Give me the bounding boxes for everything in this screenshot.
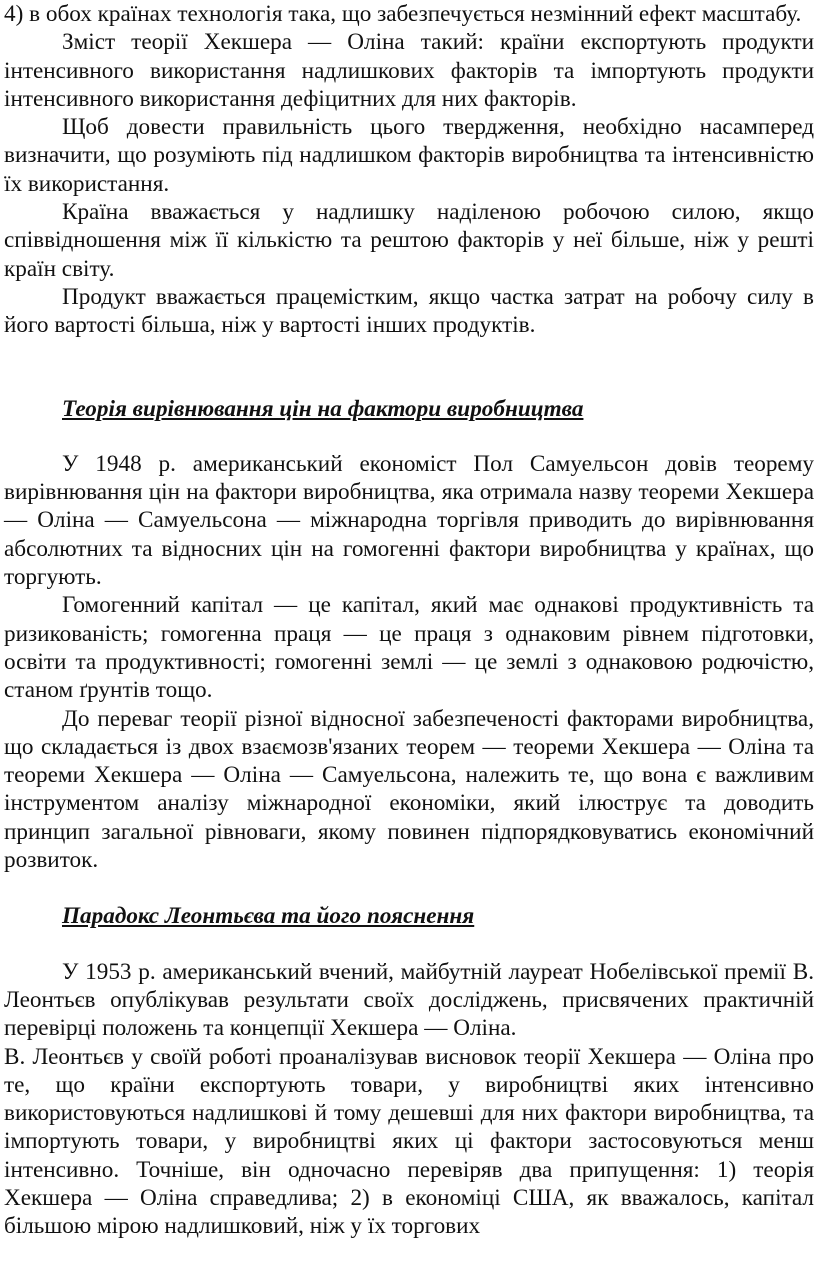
document-page [4, 0, 814, 1241]
section-heading-price-equalization: Теорія вирівнювання цін на фактори виробництва [62, 395, 584, 422]
paragraph-leontief-analysis: В. Леонтьєв у своїй роботі проаналізував висновок теорії Хекшера — Оліна про те, що країни експортують товари, у виробництві яких інтенсивно використовуються надлишкові й тому дешевші для них фактори виробництва, та імпортують товари, у виробництві яких ці фактори застосовуються менш інтенсивно. Точніше, він одночасно перевіряв два припущення: 1) теорія Хекшера — Оліна справедлива; 2) в економіці США, як вважалось, капітал більшою мірою надлишковий, ніж у їх торгових [4, 1043, 814, 1240]
section-heading-leontief-paradox: Парадокс Леонтьєва та його пояснення [62, 903, 475, 930]
spacer [4, 931, 814, 958]
paragraph-proof-intro: Щоб довести правильність цього твердження, необхідно насамперед визначити, що розуміють під надлишком факторів виробництва та інтенсивністю їх використання. [4, 114, 814, 197]
paragraph-theory-content: Зміст теорії Хекшера — Оліна такий: країни експортують продукти інтенсивного використання надлишкових факторів та імпортують продукти інтенсивного використання дефіцитних для них факторів. [4, 29, 814, 112]
paragraph-labor-abundance: Країна вважається у надлишку наділеною робочою силою, якщо співвідношення між її кількістю та рештою факторів у неї більше, ніж у решті країн світу. [4, 199, 814, 282]
paragraph-labor-intensive: Продукт вважається працемістким, якщо частка затрат на робочу силу в його вартості більша, ніж у вартості інших продуктів. [4, 283, 814, 339]
paragraph-samuelson-theorem: У 1948 р. американський економіст Пол Самуельсон довів теорему вирівнювання цін на фактори виробництва, яка отримала назву теореми Хекшера — Оліна — Самуельсона — міжнародна торгівля приводить до вирівнювання абсолютних та відносних цін на гомогенні фактори виробництва у країнах, що торгують. [4, 450, 814, 591]
paragraph-homogeneous-factors: Гомогенний капітал — це капітал, який має однакові продуктивність та ризикованість; гомогенна праця — це праця з однаковим рівнем підготовки, освіти та продуктивності; гомогенні землі — це землі з однаковою родючістю, станом ґрунтів тощо. [4, 592, 814, 704]
paragraph-leontief-1953: У 1953 р. американський вчений, майбутній лауреат Нобелівської премії В. Леонтьєв опублікував результати своїх досліджень, присвячених практичній перевірці положень та концепції Хекшера — Оліна. [4, 958, 814, 1042]
paragraph-assumption-4: 4) в обох країнах технологія така, що забезпечується незмінний ефект масштабу. [4, 1, 802, 27]
spacer [4, 340, 814, 395]
paragraph-theory-advantages: До переваг теорії різної відносної забезпеченості факторами виробництва, що складається із двох взаємозв'язаних теорем — теореми Хекшера — Оліна та теореми Хекшера — Оліна — Самуельсона, належить те, що вона є важливим інструментом аналізу міжнародної економіки, який ілюструє та доводить принцип загальної рівноваги, якому повинен підпорядковуватись економічний розвиток. [4, 705, 814, 874]
spacer [4, 423, 814, 450]
spacer [4, 874, 814, 902]
